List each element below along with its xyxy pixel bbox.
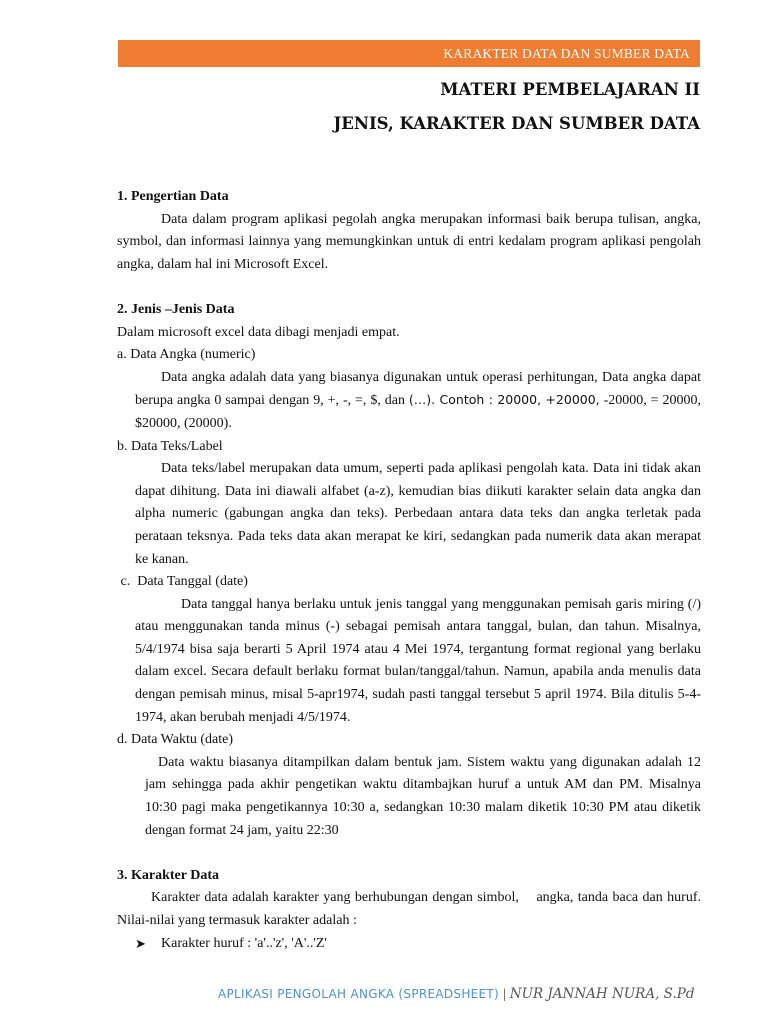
page-footer: [218, 986, 748, 1002]
section-2-heading: 2. Jenis –Jenis Data: [117, 301, 235, 317]
section-2-intro: Dalam microsoft excel data dibagi menjadi empat.: [117, 324, 400, 340]
data-waktu-label: d. Data Waktu (date): [117, 732, 234, 748]
footer-author: NUR JANNAH NURA, S.Pd: [509, 986, 695, 1002]
data-angka-label: a. Data Angka (numeric): [117, 347, 256, 363]
section-1-paragraph: Data dalam program aplikasi pegolah angka merupakan informasi baik berupa tulisan, angka, symbol, dan informasi lainnya yang memungkinkan untuk di entri kedalam program aplikasi pengolah angka, dalam hal ini Microsoft Excel.: [117, 211, 701, 272]
header-band-text: KARAKTER DATA DAN SUMBER DATA: [443, 45, 690, 61]
section-3-paragraph: Karakter data adalah karakter yang berhubungan dengan simbol, angka, tanda baca dan huruf. Nilai-nilai yang termasuk karakter adalah :: [117, 890, 705, 928]
page-titles: [333, 82, 700, 132]
section-1-heading: 1. Pengertian Data: [117, 189, 229, 204]
list-item-text: Karakter huruf : 'a'..'z', 'A'..'Z': [161, 935, 327, 951]
footer-app-title: APLIKASI PENGOLAH ANGKA (SPREADSHEET): [218, 987, 500, 1001]
page-title: MATERI PEMBELAJARAN II: [440, 80, 700, 99]
data-waktu-paragraph: Data waktu biasanya ditampilkan dalam bentuk jam. Sistem waktu yang digunakan adalah 12 jam sehingga pada akhir pengetikan waktu ditambajkan huruf a untuk AM dan PM. Misalnya 10:30 pagi maka pengetikannya 10:30 a, sedangkan 10:30 malam diketik 10:30 PM atau diketik dengan format 24 jam, yaitu 22:30: [145, 754, 701, 838]
header-band: [118, 40, 700, 67]
list-item: [117, 933, 701, 956]
arrowhead-bullet-icon: ➤: [135, 935, 146, 951]
data-angka-paragraph: Data angka adalah data yang biasanya digunakan untuk operasi perhitungan, Data angka dapat berupa angka 0 sampai dengan 9, +, -, =, $, dan (…). Contoh : 20000, +20000, -20000, = 20000, $20000, (20000).: [135, 369, 701, 431]
section-3-heading: 3. Karakter Data: [117, 867, 219, 883]
data-tanggal-label: c. Data Tanggal (date): [117, 574, 248, 590]
data-tanggal-paragraph: Data tanggal hanya berlaku untuk jenis tanggal yang menggunakan pemisah garis miring (/) atau menggunakan tanda minus (-) sebagai pemisah antara tanggal, bulan, dan tahun. Misalnya, 5/4/1974 bisa saja berarti 5 April 1974 atau 4 Mei 1974, tergantung format regional yang berlaku dalam excel. Secara default berlaku format bulan/tanggal/tahun. Namun, apabila anda menulis data dengan pemisah minus, misal 5-apr1974, sudah pasti tanggal tersebut 5 april 1974. Bila ditulis 5-4-1974, akan berubah menjadi 4/5/1974.: [135, 596, 701, 725]
document-body: [117, 186, 705, 955]
page-subtitle: JENIS, KARAKTER DAN SUMBER DATA: [333, 113, 700, 133]
footer-separator: |: [503, 986, 506, 1001]
data-teks-label: b. Data Teks/Label: [117, 438, 223, 454]
data-teks-paragraph: Data teks/label merupakan data umum, seperti pada aplikasi pengolah kata. Data ini tidak akan dapat dihitung. Data ini diawali alfabet (a-z), kemudian bias diikuti karakter selain data angka dan alpha numeric (gabungan angka dan teks). Perbedaan antara data teks dan angka terletak pada perataan teksnya. Pada teks data akan merapat ke kiri, sedangkan pada numerik data akan merapat ke kanan.: [135, 461, 701, 567]
